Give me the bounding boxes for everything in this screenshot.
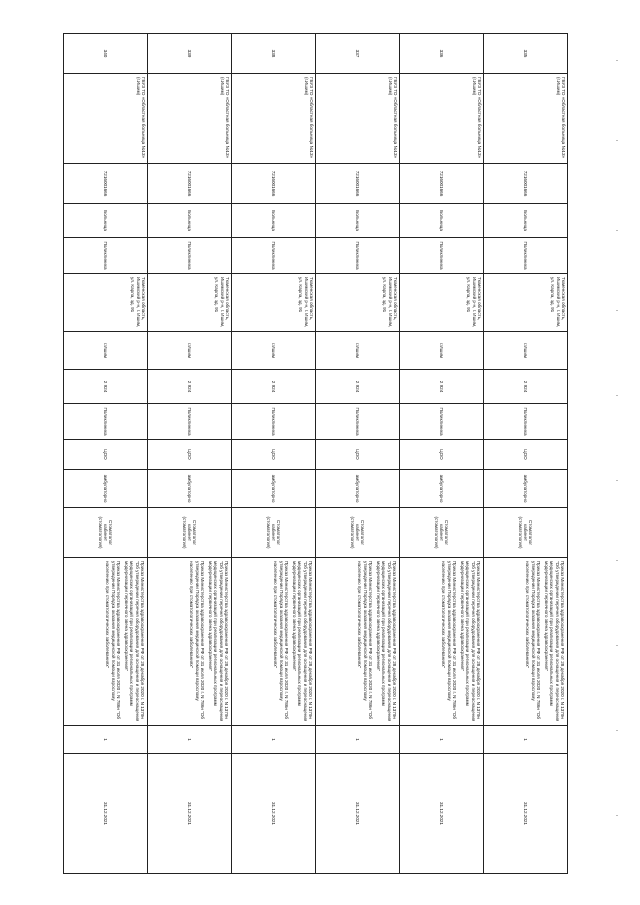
- quantity-cell: 1: [484, 726, 568, 754]
- population-cell: 2 924: [64, 370, 148, 404]
- care-form-cell: амбулаторно: [148, 470, 232, 508]
- population-cell: 2 924: [400, 370, 484, 404]
- specialist-cell: Стоматолог кабинет (стоматология): [484, 508, 568, 558]
- organization-name-cell: ГБУЗ ТО «Областная больница №13» (г.Ишим): [400, 74, 484, 164]
- specialist-cell: Стоматолог кабинет (стоматология): [232, 508, 316, 558]
- population-cell: 2 924: [148, 370, 232, 404]
- address-cell: Тюменская область, Ишимский р-н, г. Ишим, ул. Карла, зд. 91: [148, 274, 232, 332]
- care-form-cell: амбулаторно: [64, 470, 148, 508]
- settlement-cell: г.Ишим: [64, 332, 148, 370]
- regulation-doc: Приказ Министерства здравоохранения РФ от 31 июля 2020 г. N 786н "Об утверждении Порядка оказания медицинской помощи взрослому населению при стоматологических заболеваниях": [273, 561, 289, 720]
- inn-cell: 7216001666: [484, 164, 568, 204]
- care-form-cell: амбулаторно: [484, 470, 568, 508]
- address-cell: Тюменская область, Ишимский р-н, г. Ишим, ул. Карла, зд. 91: [232, 274, 316, 332]
- row-number-cell: 338: [232, 34, 316, 74]
- regulation-doc: Приказ Министерства здравоохранения РФ от 31 июля 2020 г. N 786н "Об утверждении Порядка оказания медицинской помощи взрослому населению при стоматологических заболеваниях": [105, 561, 121, 720]
- regulation-doc: Приказ Министерства здравоохранения РФ от 28 декабря 2020 г. N 1379н "Об утверждении перечня оборудования для оснащения и переоснащения медицинских организаций при реализации региональных программ модернизации первичного звена здравоохранения": [544, 561, 565, 722]
- table-body: [64, 34, 568, 874]
- settlement-cell: г.Ишим: [400, 332, 484, 370]
- table-row: [64, 34, 148, 874]
- regulation-docs-cell: [316, 558, 400, 726]
- specialist-cell: Стоматолог кабинет (стоматология): [148, 508, 232, 558]
- specialist-cell: Стоматолог кабинет (стоматология): [400, 508, 484, 558]
- table-row: [148, 34, 232, 874]
- equipment-table: [63, 33, 568, 874]
- district-cell: ЦОО: [148, 440, 232, 470]
- table-row: [232, 34, 316, 874]
- regulation-docs-cell: [64, 558, 148, 726]
- table-row: [400, 34, 484, 874]
- address-cell: Тюменская область, Ишимский р-н, г. Ишим, ул. Карла, зд. 91: [484, 274, 568, 332]
- inn-cell: 7216001666: [64, 164, 148, 204]
- organization-name-cell: ГБУЗ ТО «Областная больница №13» (г.Ишим): [64, 74, 148, 164]
- regulation-docs-cell: [400, 558, 484, 726]
- facility-type-cell: Больница: [484, 204, 568, 238]
- district-cell: ЦОО: [316, 440, 400, 470]
- scan-mark: [616, 395, 618, 396]
- scan-mark: [616, 60, 618, 61]
- subdivision-cell: Поликлиника: [148, 404, 232, 440]
- regulation-doc: Приказ Министерства здравоохранения РФ от 31 июля 2020 г. N 786н "Об утверждении Порядка оказания медицинской помощи взрослому населению при стоматологических заболеваниях": [357, 561, 373, 720]
- organization-name-cell: ГБУЗ ТО «Областная больница №13» (г.Ишим): [148, 74, 232, 164]
- inn-cell: 7216001666: [316, 164, 400, 204]
- subdivision-cell: Поликлиника: [316, 404, 400, 440]
- regulation-doc: Приказ Министерства здравоохранения РФ от 31 июля 2020 г. N 786н "Об утверждении Порядка оказания медицинской помощи взрослому населению при стоматологических заболеваниях": [189, 561, 205, 720]
- quantity-cell: 1: [232, 726, 316, 754]
- regulation-doc: Приказ Министерства здравоохранения РФ от 31 июля 2020 г. N 786н "Об утверждении Порядка оказания медицинской помощи взрослому населению при стоматологических заболеваниях": [441, 561, 457, 720]
- regulation-doc: Приказ Министерства здравоохранения РФ от 28 декабря 2020 г. N 1379н "Об утверждении перечня оборудования для оснащения и переоснащения медицинских организаций при реализации региональных программ модернизации первичного звена здравоохранения": [460, 561, 481, 722]
- scan-mark: [616, 730, 618, 731]
- scan-mark: [616, 140, 618, 141]
- profile-cell: Поликлиника: [316, 238, 400, 274]
- subdivision-cell: Поликлиника: [232, 404, 316, 440]
- deadline-cell: 31.12.2021: [316, 754, 400, 874]
- settlement-cell: г.Ишим: [316, 332, 400, 370]
- deadline-cell: 31.12.2021: [64, 754, 148, 874]
- population-cell: 2 924: [232, 370, 316, 404]
- table-row: [484, 34, 568, 874]
- organization-name-cell: ГБУЗ ТО «Областная больница №13» (г.Ишим): [232, 74, 316, 164]
- row-number-cell: 339: [148, 34, 232, 74]
- address-cell: Тюменская область, Ишимский р-н, г. Ишим, ул. Карла, зд. 91: [316, 274, 400, 332]
- deadline-cell: 31.12.2021: [232, 754, 316, 874]
- regulation-docs-cell: [484, 558, 568, 726]
- quantity-cell: 1: [400, 726, 484, 754]
- scan-mark: [616, 480, 618, 481]
- organization-name-cell: ГБУЗ ТО «Областная больница №13» (г.Ишим): [484, 74, 568, 164]
- table-row: [316, 34, 400, 874]
- profile-cell: Поликлиника: [400, 238, 484, 274]
- scan-mark: [616, 230, 618, 231]
- row-number-cell: 336: [400, 34, 484, 74]
- facility-type-cell: Больница: [64, 204, 148, 238]
- profile-cell: Поликлиника: [148, 238, 232, 274]
- district-cell: ЦОО: [64, 440, 148, 470]
- regulation-doc: Приказ Министерства здравоохранения РФ от 28 декабря 2020 г. N 1379н "Об утверждении перечня оборудования для оснащения и переоснащения медицинских организаций при реализации региональных программ модернизации первичного звена здравоохранения": [292, 561, 313, 722]
- care-form-cell: амбулаторно: [316, 470, 400, 508]
- regulation-docs-cell: [232, 558, 316, 726]
- specialist-cell: Стоматолог кабинет (стоматология): [64, 508, 148, 558]
- facility-type-cell: Больница: [148, 204, 232, 238]
- population-cell: 2 924: [484, 370, 568, 404]
- organization-name-cell: ГБУЗ ТО «Областная больница №13» (г.Ишим): [316, 74, 400, 164]
- quantity-cell: 1: [64, 726, 148, 754]
- subdivision-cell: Поликлиника: [400, 404, 484, 440]
- district-cell: ЦОО: [400, 440, 484, 470]
- row-number-cell: 340: [64, 34, 148, 74]
- facility-type-cell: Больница: [400, 204, 484, 238]
- regulation-doc: Приказ Министерства здравоохранения РФ от 28 декабря 2020 г. N 1379н "Об утверждении перечня оборудования для оснащения и переоснащения медицинских организаций при реализации региональных программ модернизации первичного звена здравоохранения": [376, 561, 397, 722]
- scan-mark: [616, 815, 618, 816]
- subdivision-cell: Поликлиника: [484, 404, 568, 440]
- profile-cell: Поликлиника: [484, 238, 568, 274]
- regulation-doc: Приказ Министерства здравоохранения РФ от 31 июля 2020 г. N 786н "Об утверждении Порядка оказания медицинской помощи взрослому населению при стоматологических заболеваниях": [525, 561, 541, 720]
- facility-type-cell: Больница: [316, 204, 400, 238]
- inn-cell: 7216001666: [148, 164, 232, 204]
- district-cell: ЦОО: [484, 440, 568, 470]
- scan-mark: [616, 310, 618, 311]
- profile-cell: Поликлиника: [232, 238, 316, 274]
- address-cell: Тюменская область, Ишимский р-н, г. Ишим, ул. Карла, зд. 91: [64, 274, 148, 332]
- subdivision-cell: Поликлиника: [64, 404, 148, 440]
- rotated-table-wrapper: [63, 33, 568, 873]
- profile-cell: Поликлиника: [64, 238, 148, 274]
- regulation-doc: Приказ Министерства здравоохранения РФ от 28 декабря 2020 г. N 1379н "Об утверждении перечня оборудования для оснащения и переоснащения медицинских организаций при реализации региональных программ модернизации первичного звена здравоохранения": [124, 561, 145, 722]
- district-cell: ЦОО: [232, 440, 316, 470]
- deadline-cell: 31.12.2021: [148, 754, 232, 874]
- inn-cell: 7216001666: [400, 164, 484, 204]
- settlement-cell: г.Ишим: [148, 332, 232, 370]
- row-number-cell: 337: [316, 34, 400, 74]
- settlement-cell: г.Ишим: [232, 332, 316, 370]
- settlement-cell: г.Ишим: [484, 332, 568, 370]
- row-number-cell: 335: [484, 34, 568, 74]
- specialist-cell: Стоматолог кабинет (стоматология): [316, 508, 400, 558]
- scan-edge-marks: [616, 0, 628, 905]
- quantity-cell: 1: [316, 726, 400, 754]
- deadline-cell: 31.12.2021: [400, 754, 484, 874]
- regulation-docs-cell: [148, 558, 232, 726]
- regulation-doc: Приказ Министерства здравоохранения РФ от 28 декабря 2020 г. N 1379н "Об утверждении перечня оборудования для оснащения и переоснащения медицинских организаций при реализации региональных программ модернизации первичного звена здравоохранения": [208, 561, 229, 722]
- facility-type-cell: Больница: [232, 204, 316, 238]
- scan-mark: [616, 560, 618, 561]
- inn-cell: 7216001666: [232, 164, 316, 204]
- deadline-cell: 31.12.2021: [484, 754, 568, 874]
- address-cell: Тюменская область, Ишимский р-н, г. Ишим, ул. Карла, зд. 91: [400, 274, 484, 332]
- care-form-cell: амбулаторно: [232, 470, 316, 508]
- care-form-cell: амбулаторно: [400, 470, 484, 508]
- population-cell: 2 924: [316, 370, 400, 404]
- scan-mark: [616, 645, 618, 646]
- quantity-cell: 1: [148, 726, 232, 754]
